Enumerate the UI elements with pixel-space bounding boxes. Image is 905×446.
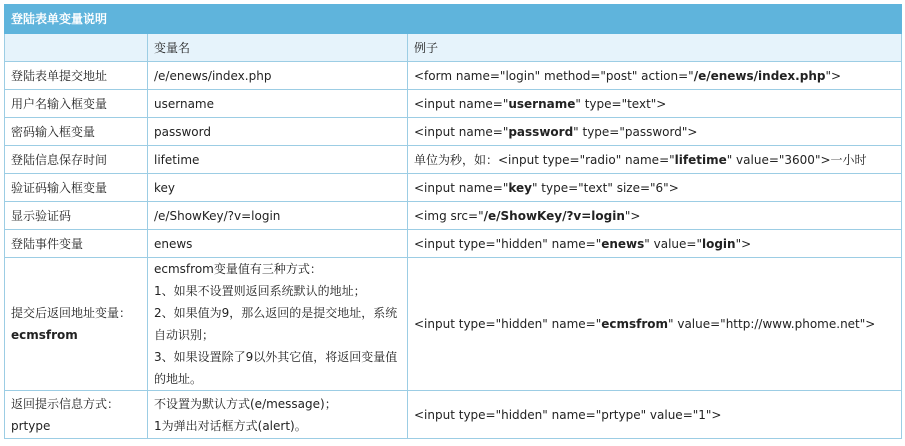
table-title: 登陆表单变量说明 [5,5,902,34]
row-variable: /e/enews/index.php [148,62,408,90]
table-row [5,391,902,439]
row-example [408,90,902,118]
description-line: 3、如果设置除了9以外其它值，将返回变量值的地址。 [154,350,398,386]
example-bold: login [701,236,736,251]
row-label: 显示验证码 [5,202,148,230]
example-text: "> [735,236,752,251]
example-text: <input name=" [414,124,509,139]
header-blank [5,34,148,62]
description-line: 1、如果不设置则返回系统默认的地址； [154,284,366,298]
description-line: 2、如果值为9，那么返回的是提交地址，系统自动识别； [154,306,398,342]
description-line: 不设置为默认方式(e/message)； [154,396,337,411]
table-row [5,62,902,90]
row-example: <input type="hidden" name="prtype" value="1"> [408,391,902,439]
row-label-text: 返回提示信息方式： [11,396,120,411]
row-example [408,258,902,391]
table-row [5,174,902,202]
example-bold: enews [601,236,645,251]
row-variable: username [148,90,408,118]
example-text: " type="text" size="6"> [531,180,679,195]
example-text: 单位为秒，如：<input type="radio" name=" [414,152,675,167]
row-variable: /e/ShowKey/?v=login [148,202,408,230]
table-row [5,146,902,174]
row-label-variable: ecmsfrom [11,328,78,342]
example-text: <input type="hidden" name=" [414,236,602,251]
example-text: " type="password"> [573,124,698,139]
row-label: 密码输入框变量 [5,118,148,146]
example-text: <input name=" [414,180,509,195]
login-form-variables-table [4,4,902,439]
example-text: " value=" [644,236,702,251]
row-label: 用户名输入框变量 [5,90,148,118]
example-text: <input name=" [414,96,509,111]
row-example [408,146,902,174]
example-bold: username [508,96,576,111]
table-title-row [5,5,902,34]
example-text: " value="http://www.phome.net"> [668,317,876,331]
row-example [408,174,902,202]
row-label: 登陆事件变量 [5,230,148,258]
row-label-text: 提交后返回地址变量： [11,306,132,320]
row-example [408,62,902,90]
row-example [408,202,902,230]
description-line: 1为弹出对话框方式(alert)。 [154,418,307,433]
row-example [408,230,902,258]
row-label [5,258,148,391]
example-bold: password [508,124,574,139]
row-variable: enews [148,230,408,258]
table-row [5,258,902,391]
row-label: 验证码输入框变量 [5,174,148,202]
example-bold: ecmsfrom [601,317,669,331]
header-variable-name: 变量名 [148,34,408,62]
row-label-variable: prtype [11,418,51,433]
example-bold: key [508,180,532,195]
description-line: ecmsfrom变量值有三种方式： [154,262,322,276]
example-bold: lifetime [674,152,727,167]
row-variable: key [148,174,408,202]
table-row [5,90,902,118]
row-variable-description [148,391,408,439]
example-text: " type="text"> [575,96,667,111]
table-row [5,118,902,146]
row-variable: lifetime [148,146,408,174]
row-label: 登陆表单提交地址 [5,62,148,90]
row-label [5,391,148,439]
example-text: <input type="hidden" name=" [414,317,602,331]
row-variable-description [148,258,408,391]
header-example: 例子 [408,34,902,62]
variables-panel [4,4,901,439]
row-example [408,118,902,146]
example-text: "> [624,208,641,223]
row-label: 登陆信息保存时间 [5,146,148,174]
example-text: "> [825,68,842,83]
row-variable: password [148,118,408,146]
example-bold: /e/ShowKey/?v=login [483,208,625,223]
example-text: " value="3600">一小时 [726,152,867,167]
header-row [5,34,902,62]
example-text: <img src=" [414,208,484,223]
table-row [5,230,902,258]
table-row [5,202,902,230]
example-bold: /e/enews/index.php [693,68,826,83]
example-text: <form name="login" method="post" action=" [414,68,694,83]
